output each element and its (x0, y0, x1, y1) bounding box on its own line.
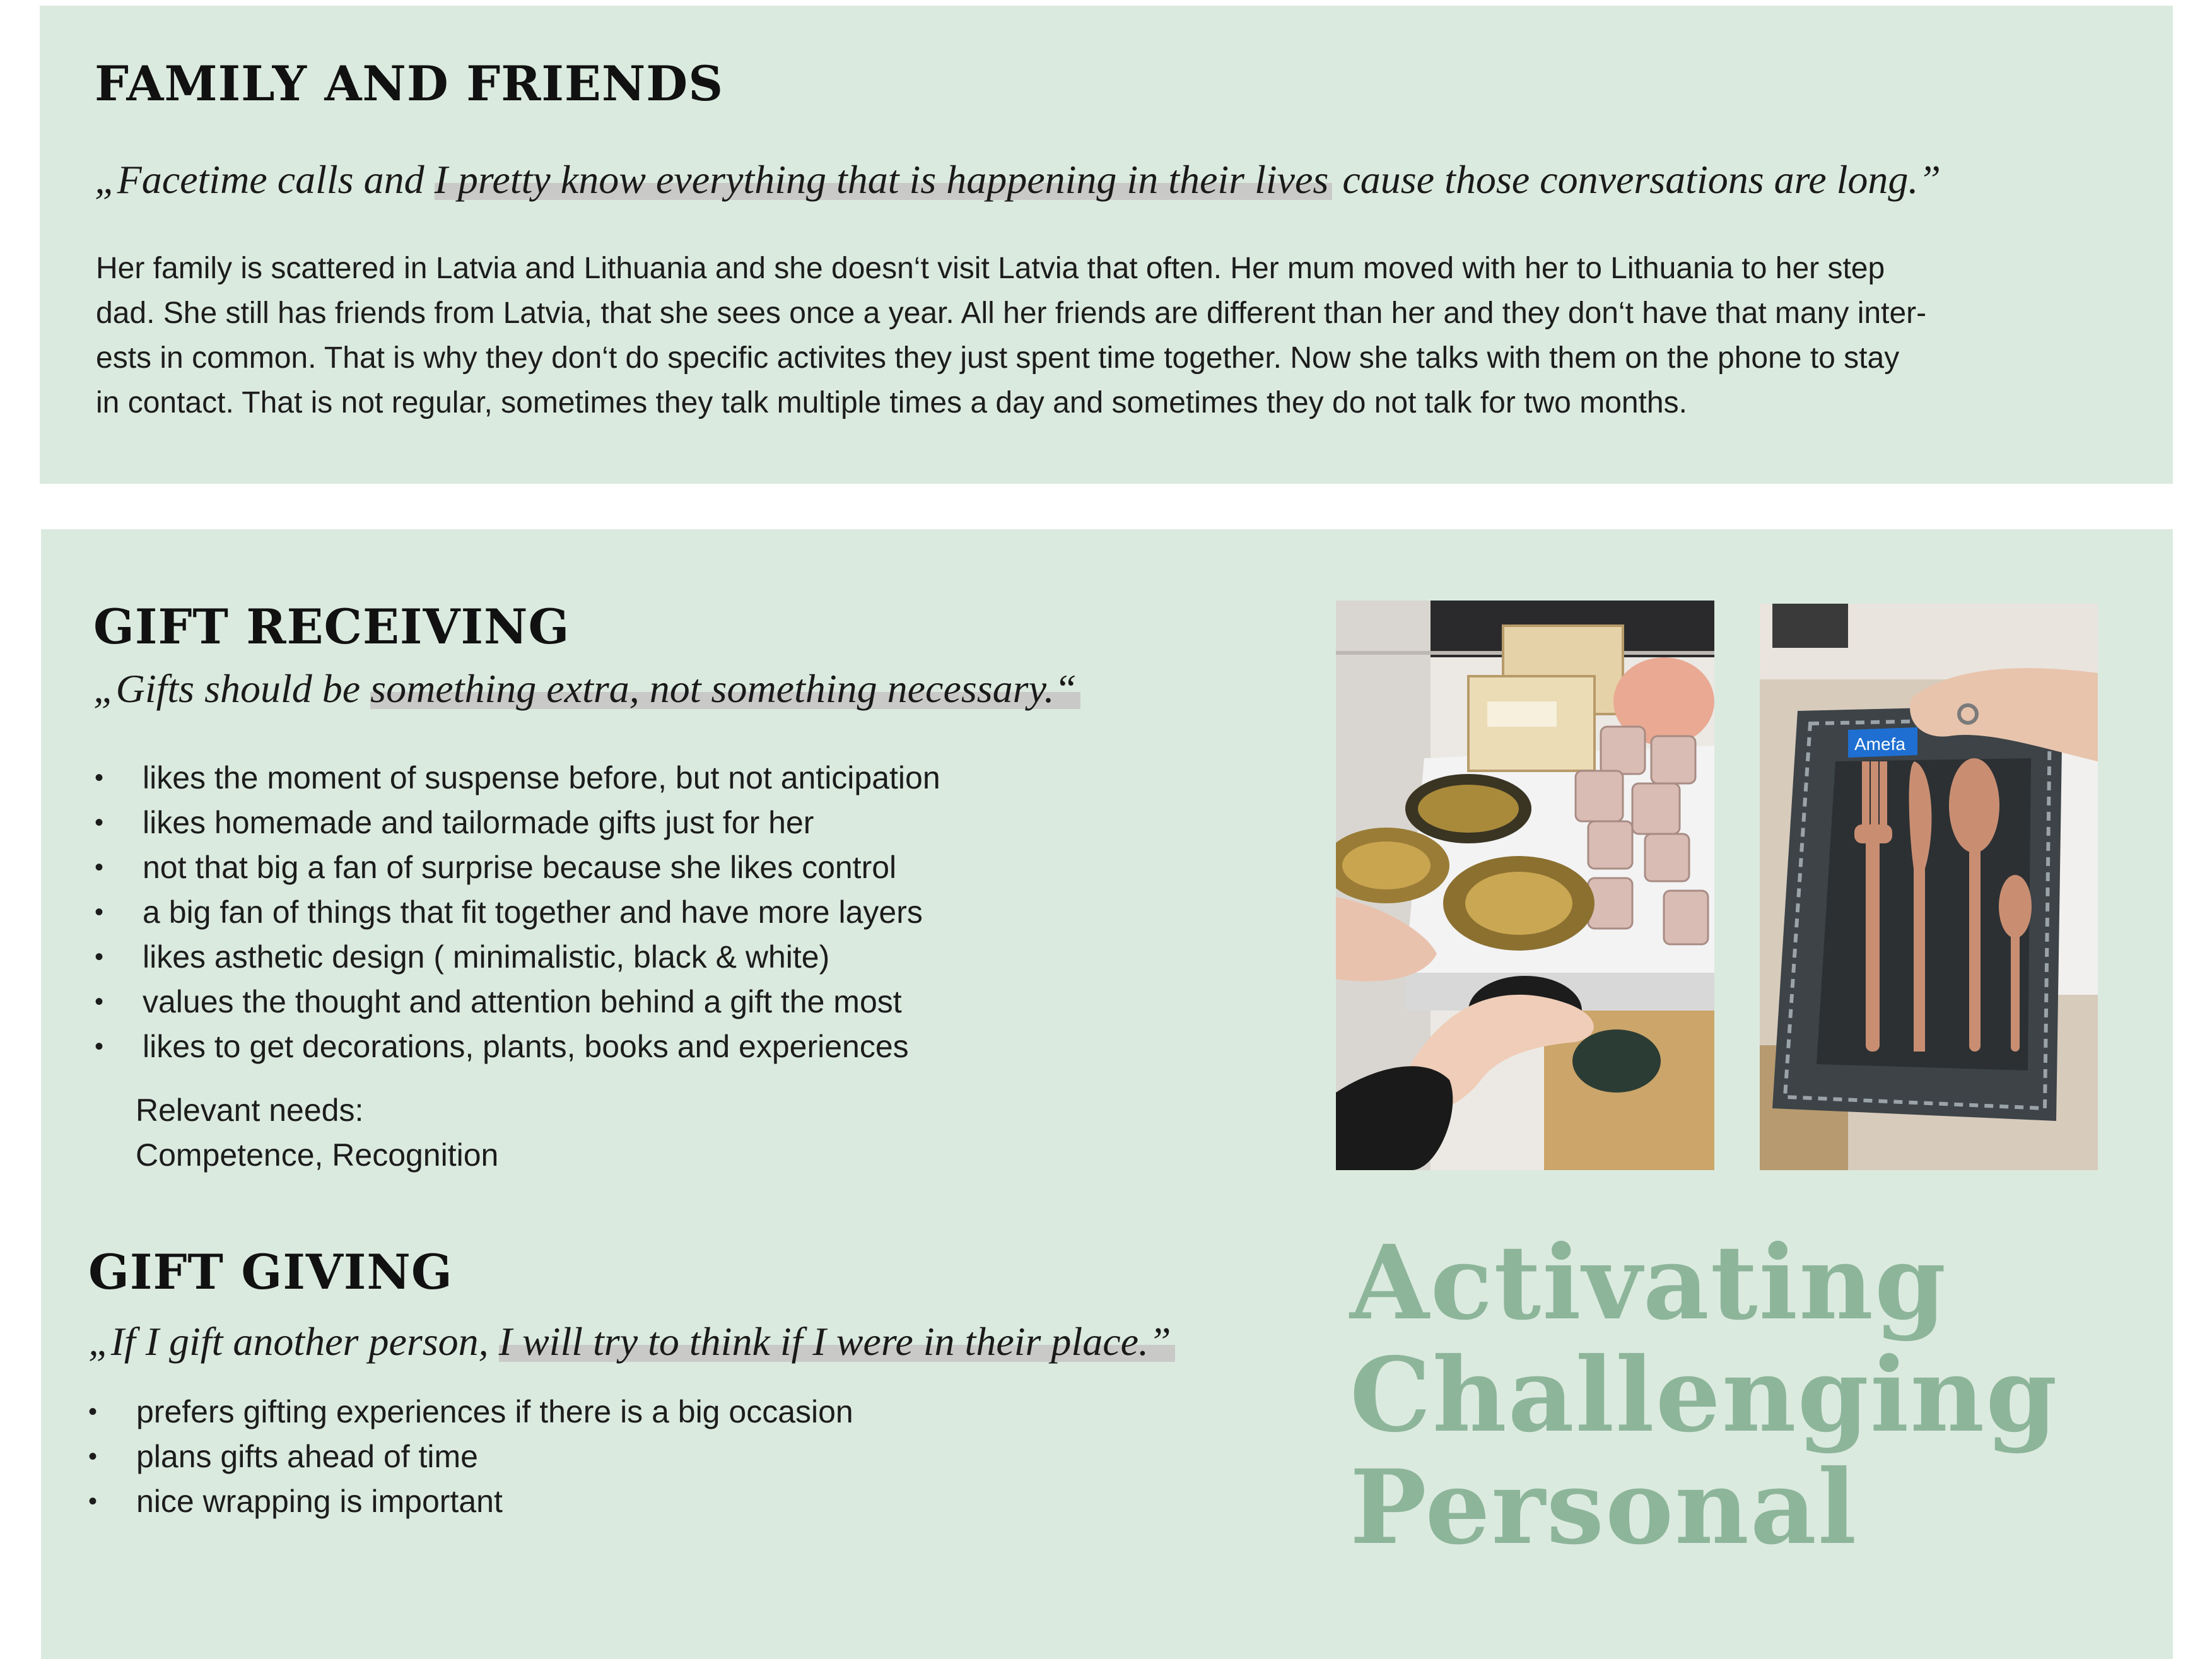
needs-value: Competence, Recognition (136, 1137, 499, 1173)
list-item: • values the thought and attention behind a gift the most (95, 980, 940, 1024)
relevant-needs (136, 1088, 498, 1178)
keywords-block (1350, 1223, 2059, 1568)
family-friends-quote (95, 156, 1941, 203)
quote-text: „If I gift another person, (88, 1319, 499, 1364)
paragraph-line: in contact. That is not regular, sometimes they talk multiple times a day and sometimes they do not talk for two months. (96, 386, 1687, 419)
family-friends-paragraph (96, 246, 2127, 425)
gift-receiving-heading: GIFT RECEIVING (93, 599, 570, 655)
paragraph-line: dad. She still has friends from Latvia, that she sees once a year. All her friends are different than her and they don‘t have that many inter- (96, 296, 1927, 330)
list-item: • likes homemade and tailormade gifts just for her (95, 800, 940, 845)
paragraph-line: Her family is scattered in Latvia and Lithuania and she doesn‘t visit Latvia that often. Her mum moved with her to Lithuania to her step (96, 252, 1885, 285)
keyword-activating: Activating (1350, 1223, 1948, 1343)
list-item: • likes the moment of suspense before, but not anticipation (95, 756, 940, 800)
gift-giving-quote (88, 1318, 1175, 1365)
quote-highlight: I will try to think if I were in their place.” (499, 1319, 1175, 1364)
keyword-challenging: Challenging (1350, 1335, 2059, 1455)
quote-text: cause those conversations are long.” (1332, 157, 1941, 202)
list-item: • not that big a fan of surprise because she likes control (95, 845, 940, 890)
list-item: • likes asthetic design ( minimalistic, black & white) (95, 935, 940, 980)
family-friends-heading: FAMILY AND FRIENDS (95, 56, 724, 112)
keyword-personal: Personal (1350, 1448, 1858, 1568)
list-item: • nice wrapping is important (88, 1479, 853, 1524)
paragraph-line: ests in common. That is why they don‘t do specific activites they just spent time together. Now she talks with them on the phone to stay (96, 341, 1900, 375)
list-item: • plans gifts ahead of time (88, 1434, 853, 1479)
box-brand-label: Amefa (1854, 734, 1905, 754)
list-item: • a big fan of things that fit together and have more layers (95, 890, 940, 935)
quote-highlight: I pretty know everything that is happening in their lives (435, 157, 1333, 202)
gift-giving-heading: GIFT GIVING (88, 1244, 453, 1300)
tableware-photo (1336, 601, 1714, 1170)
cutlery-photo (1760, 604, 2098, 1170)
quote-text: „Gifts should be (93, 666, 371, 711)
list-item: • likes to get decorations, plants, books and experiences (95, 1024, 940, 1069)
gift-giving-list (88, 1390, 853, 1524)
quote-highlight: something extra, not something necessary.“ (370, 666, 1080, 711)
quote-text: „Facetime calls and (95, 157, 435, 202)
gift-receiving-quote (93, 665, 1080, 712)
gift-receiving-list (95, 756, 940, 1069)
needs-label: Relevant needs: (136, 1093, 364, 1128)
list-item: • prefers gifting experiences if there is a big occasion (88, 1390, 853, 1434)
